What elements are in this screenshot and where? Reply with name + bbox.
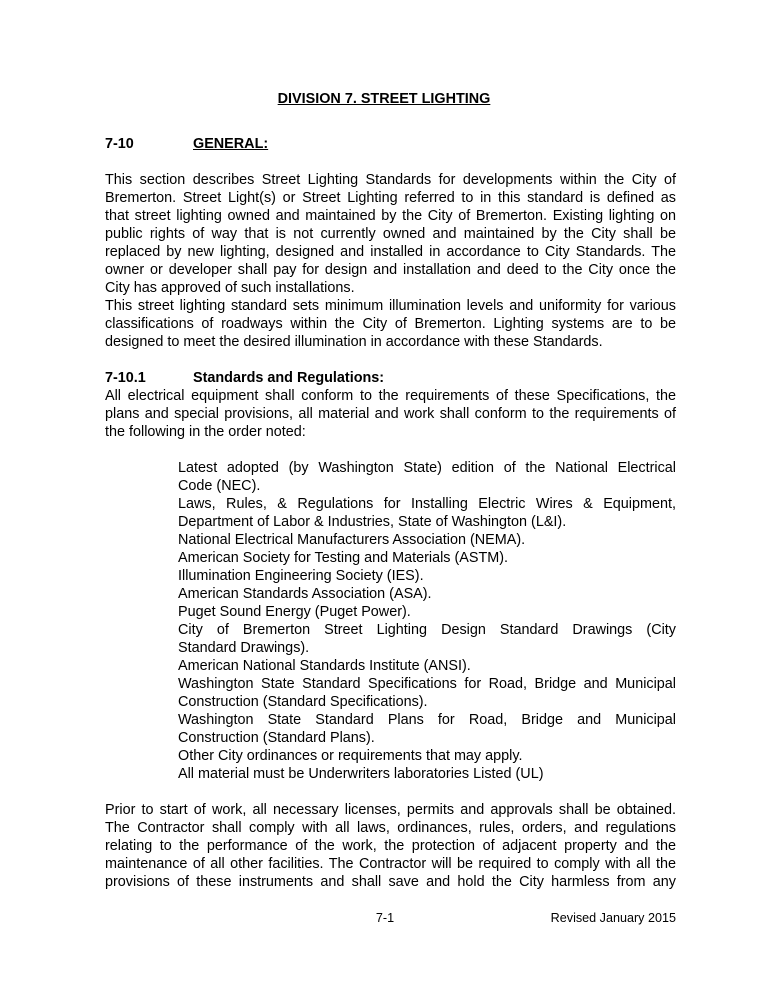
paragraph-line: maintenance of all other facilities. The Contractor will be required to comply with all the xyxy=(105,856,676,872)
section-number: 7-10 xyxy=(105,136,134,152)
list-item xyxy=(178,567,676,585)
list-item-line: American National Standards Institute (ANSI). xyxy=(178,658,471,674)
list-item-line: Illumination Engineering Society (IES). xyxy=(178,568,424,584)
paragraph-line: owner or developer shall pay for design and installation and deed to the City once the xyxy=(105,262,676,278)
paragraph-line: that street lighting owned and maintained by the City of Bremerton. Existing lighting on xyxy=(105,208,676,224)
list-item-line: Department of Labor & Industries, State of Washington (L&I). xyxy=(178,514,567,530)
paragraph-line: City has approved of such installations. xyxy=(105,280,355,296)
subsection-title: Standards and Regulations: xyxy=(193,370,385,386)
equipment-paragraph xyxy=(105,387,676,441)
intro-paragraph xyxy=(105,171,676,297)
paragraph-line: relating to the performance of the work, the protection of adjacent property and the xyxy=(105,838,676,854)
list-item-line: Puget Sound Energy (Puget Power). xyxy=(178,604,411,620)
paragraph-line: the following in the order noted: xyxy=(105,424,306,440)
subsection-number: 7-10.1 xyxy=(105,370,146,386)
paragraph-line: This street lighting standard sets minimum illumination levels and uniformity for various xyxy=(105,298,676,314)
list-item-line: Other City ordinances or requirements that may apply. xyxy=(178,748,523,764)
section-heading xyxy=(105,135,268,153)
section-title: GENERAL: xyxy=(193,136,269,152)
list-item xyxy=(178,585,676,603)
illumination-paragraph xyxy=(105,297,676,351)
compliance-paragraph xyxy=(105,801,676,891)
list-item xyxy=(178,747,676,765)
paragraph-line: The Contractor shall comply with all laws, ordinances, rules, orders, and regulations xyxy=(105,820,676,836)
paragraph-line: designed to meet the desired illumination in accordance with these Standards. xyxy=(105,334,603,350)
list-item-line: Latest adopted (by Washington State) edition of the National Electrical xyxy=(178,460,676,476)
list-item-line: Construction (Standard Specifications). xyxy=(178,694,428,710)
list-item xyxy=(178,459,676,495)
list-item-line: Washington State Standard Plans for Road, Bridge and Municipal xyxy=(178,712,676,728)
list-item xyxy=(178,549,676,567)
division-heading: DIVISION 7. STREET LIGHTING xyxy=(277,91,491,107)
list-item-line: Laws, Rules, & Regulations for Installing Electric Wires & Equipment, xyxy=(178,496,676,512)
list-item xyxy=(178,765,676,783)
list-item-line: American Society for Testing and Materials (ASTM). xyxy=(178,550,509,566)
subsection-heading xyxy=(105,369,384,387)
paragraph-line: provisions of these instruments and shall save and hold the City harmless from any xyxy=(105,874,676,890)
list-item xyxy=(178,621,676,657)
paragraph-line: public rights of way that is not currently owned and maintained by the City shall be xyxy=(105,226,676,242)
list-item-line: American Standards Association (ASA). xyxy=(178,586,432,602)
list-item-line: National Electrical Manufacturers Association (NEMA). xyxy=(178,532,526,548)
paragraph-line: This section describes Street Lighting Standards for developments within the City of xyxy=(105,172,676,188)
list-item-line: Code (NEC). xyxy=(178,478,261,494)
paragraph-line: replaced by new lighting, designed and installed in accordance to City Standards. The xyxy=(105,244,676,260)
list-item-line: All material must be Underwriters laboratories Listed (UL) xyxy=(178,766,544,782)
list-item xyxy=(178,657,676,675)
paragraph-line: classifications of roadways within the City of Bremerton. Lighting systems are to be xyxy=(105,316,676,332)
list-item xyxy=(178,603,676,621)
list-item-line: Construction (Standard Plans). xyxy=(178,730,375,746)
standards-list xyxy=(178,459,676,783)
paragraph-line: All electrical equipment shall conform to the requirements of these Specifications, the xyxy=(105,388,676,404)
paragraph-line: Prior to start of work, all necessary licenses, permits and approvals shall be obtained. xyxy=(105,802,676,818)
paragraph-line: plans and special provisions, all material and work shall conform to the requirements of xyxy=(105,406,676,422)
list-item xyxy=(178,531,676,549)
list-item-line: Washington State Standard Specifications for Road, Bridge and Municipal xyxy=(178,676,676,692)
revision-date: Revised January 2015 xyxy=(550,911,676,925)
paragraph-line: Bremerton. Street Light(s) or Street Lighting referred to in this standard is defined as xyxy=(105,190,676,206)
list-item xyxy=(178,675,676,711)
list-item xyxy=(178,495,676,531)
list-item xyxy=(178,711,676,747)
list-item-line: City of Bremerton Street Lighting Design Standard Drawings (City xyxy=(178,622,676,638)
page-number: 7-1 xyxy=(375,911,395,925)
list-item-line: Standard Drawings). xyxy=(178,640,310,656)
